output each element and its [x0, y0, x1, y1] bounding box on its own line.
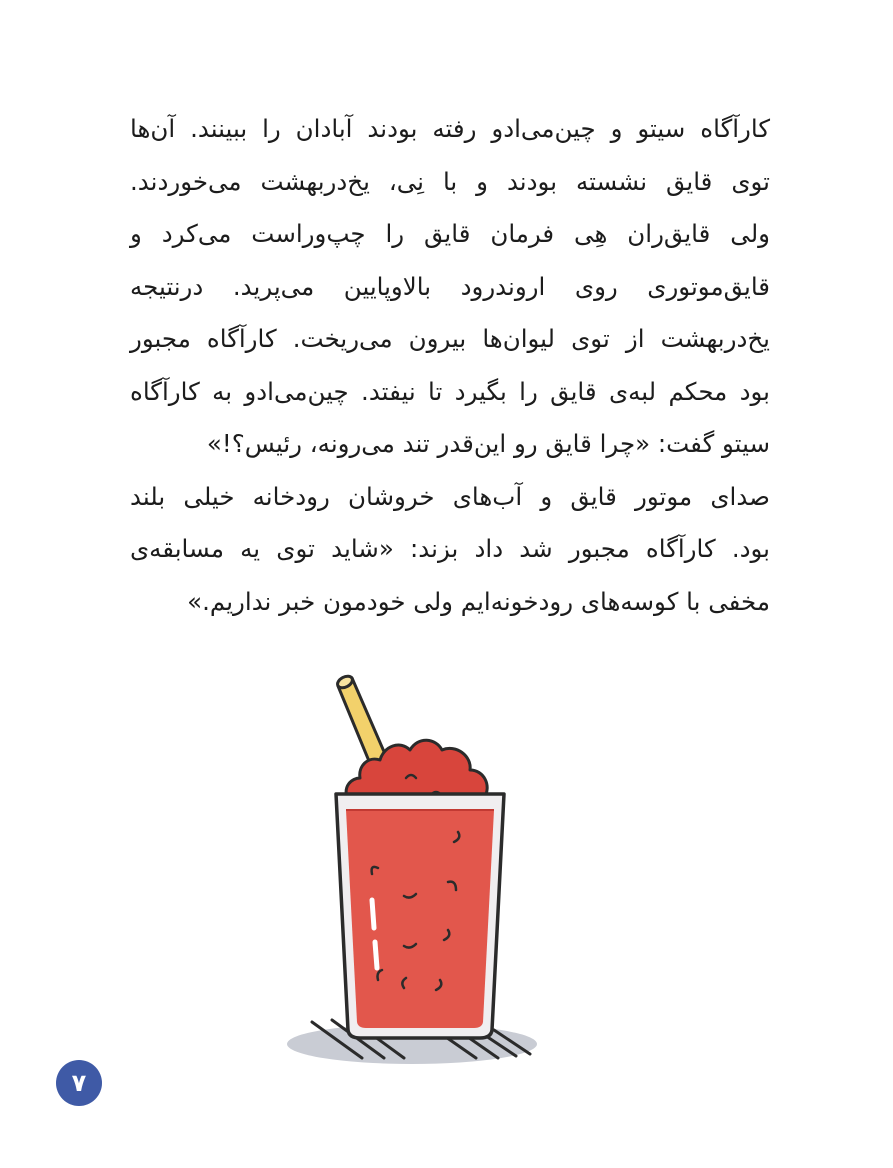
story-line: صدای موتور قایق و آب‌های خروشان رودخانه خیلی بلند — [130, 481, 770, 511]
story-line: بود. کارآگاه مجبور شد داد بزند: «شاید توی یه مسابقه‌ی — [130, 534, 770, 563]
drink-fill — [346, 810, 494, 1028]
story-line: بود محکم لبه‌ی قایق را بگیرد تا نیفتد. چین‌می‌ادو به کارآگاه — [130, 376, 770, 406]
page-number: ۷ — [71, 1069, 87, 1097]
page-number-badge — [56, 1060, 102, 1106]
story-line: مخفی با کوسه‌های رودخونه‌ایم ولی خودمون خبر نداریم.» — [187, 586, 770, 616]
ice-cream-drink-glass-icon — [280, 660, 550, 1070]
story-line: کارآگاه سیتو و چین‌می‌ادو رفته بودند آبادان را ببینند. آن‌ها — [130, 114, 770, 143]
story-line: سیتو گفت: «چرا قایق رو این‌قدر تند می‌رونه، رئیس؟!» — [206, 429, 770, 458]
story-text — [130, 103, 770, 628]
story-line: یخ‌دربهشت از توی لیوان‌ها بیرون می‌ریخت. کارآگاه مجبور — [130, 324, 770, 353]
story-line: قایق‌موتوری روی اروندرود بالاوپایین می‌پرید. درنتیجه — [130, 271, 770, 301]
story-line: ولی قایق‌ران هِی فرمان قایق را چپ‌وراست می‌کرد و — [130, 219, 770, 248]
story-line: توی قایق نشسته بودند و با نِی، یخ‌دربهشت می‌خوردند. — [130, 166, 770, 196]
